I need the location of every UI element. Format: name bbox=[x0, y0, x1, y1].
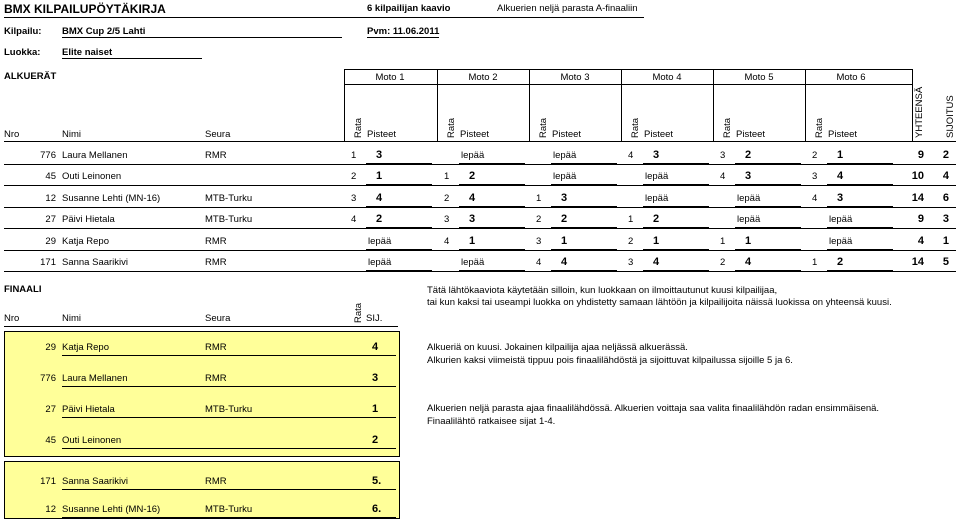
col-rata-header: Rata bbox=[538, 117, 549, 138]
rider-name: Laura Mellanen bbox=[62, 150, 128, 161]
moto-gate: 3 bbox=[536, 236, 542, 247]
rider-club: MTB-Turku bbox=[205, 214, 253, 225]
rider-name: Outi Leinonen bbox=[62, 171, 122, 182]
moto-gate: 3 bbox=[812, 171, 818, 182]
note-line-5: Alkuerien neljä parasta ajaa finaalilähdössä. Alkuerien voittaja saa valita finaalilähdön radan ensimmäisenä. bbox=[427, 403, 880, 414]
rider-club: RMR bbox=[205, 257, 227, 268]
placement: 3 bbox=[942, 213, 949, 225]
moto-gate: 4 bbox=[536, 257, 542, 268]
moto-points: 3 bbox=[745, 170, 752, 182]
moto-gate: 1 bbox=[720, 236, 726, 247]
final-placement: 1 bbox=[372, 403, 379, 415]
moto-gate: 1 bbox=[444, 171, 450, 182]
total-points: 14 bbox=[911, 256, 924, 268]
col-pisteet-header: Pisteet bbox=[644, 129, 674, 140]
luokka-label: Luokka: bbox=[4, 47, 41, 58]
moto-points: 1 bbox=[561, 235, 568, 247]
moto-gate: 4 bbox=[812, 193, 818, 204]
moto-separator bbox=[713, 69, 714, 141]
final-col-seura: Seura bbox=[205, 313, 231, 324]
moto-points: 1 bbox=[376, 170, 383, 182]
final-rider-club: RMR bbox=[205, 342, 227, 353]
final-header-line bbox=[4, 326, 398, 327]
total-points: 9 bbox=[917, 149, 924, 161]
moto-points: 1 bbox=[653, 235, 660, 247]
luokka-value: Elite naiset bbox=[62, 47, 202, 59]
row-divider bbox=[4, 271, 956, 272]
moto-rest: lepää bbox=[553, 171, 577, 182]
moto-points: 4 bbox=[745, 256, 752, 268]
row-divider bbox=[4, 185, 956, 186]
moto-rest: lepää bbox=[461, 150, 485, 161]
final-rider-number: 45 bbox=[45, 435, 56, 446]
total-points: 9 bbox=[917, 213, 924, 225]
moto-rest: lepää bbox=[368, 236, 392, 247]
moto-gate: 2 bbox=[628, 236, 634, 247]
moto-separator bbox=[344, 69, 345, 141]
col-pisteet-header: Pisteet bbox=[552, 129, 582, 140]
moto-label: Moto 1 bbox=[375, 72, 405, 83]
kilpailu-value: BMX Cup 2/5 Lahti bbox=[62, 26, 342, 38]
rider-number: 27 bbox=[45, 214, 56, 225]
moto-gate: 2 bbox=[351, 171, 357, 182]
final-rider-name: Päivi Hietala bbox=[62, 404, 115, 415]
rider-name: Sanna Saarikivi bbox=[62, 257, 129, 268]
rider-number: 45 bbox=[45, 171, 56, 182]
final-rider-number: 776 bbox=[40, 373, 56, 384]
final-rider-number: 12 bbox=[45, 504, 56, 515]
moto-points: 3 bbox=[653, 149, 660, 161]
moto-gate: 3 bbox=[351, 193, 357, 204]
row-divider bbox=[4, 164, 956, 165]
final-rider-club: RMR bbox=[205, 476, 227, 487]
col-pisteet-header: Pisteet bbox=[367, 129, 397, 140]
col-sijoitus-header: SIJOITUS bbox=[945, 95, 956, 138]
rider-club: MTB-Turku bbox=[205, 193, 253, 204]
moto-gate: 3 bbox=[720, 150, 726, 161]
moto-rest: lepää bbox=[829, 236, 853, 247]
final-row-line bbox=[62, 417, 396, 418]
col-pisteet-header: Pisteet bbox=[828, 129, 858, 140]
moto-gate: 1 bbox=[812, 257, 818, 268]
document-subtitle: 6 kilpailijan kaavio bbox=[367, 3, 451, 14]
placement: 5 bbox=[942, 256, 949, 268]
final-placement: 3 bbox=[372, 372, 379, 384]
moto-points: 3 bbox=[837, 192, 844, 204]
moto-gate: 4 bbox=[351, 214, 357, 225]
moto-points: 2 bbox=[469, 170, 476, 182]
moto-rest: lepää bbox=[645, 193, 669, 204]
total-points: 14 bbox=[911, 192, 924, 204]
moto-rest: lepää bbox=[737, 214, 761, 225]
moto-gate: 4 bbox=[444, 236, 450, 247]
total-points: 10 bbox=[911, 170, 924, 182]
moto-rest: lepää bbox=[553, 150, 577, 161]
final-row-line bbox=[62, 448, 396, 449]
row-divider bbox=[4, 250, 956, 251]
header-divider bbox=[4, 17, 644, 18]
header-note: Alkuerien neljä parasta A-finaaliin bbox=[497, 3, 638, 14]
col-rata-header: Rata bbox=[630, 117, 641, 138]
moto-points: 1 bbox=[837, 149, 844, 161]
final-rider-name: Katja Repo bbox=[62, 342, 110, 353]
moto-gate: 4 bbox=[720, 171, 726, 182]
kilpailu-label: Kilpailu: bbox=[4, 26, 42, 37]
final-rider-name: Susanne Lehti (MN-16) bbox=[62, 504, 161, 515]
moto-label: Moto 6 bbox=[836, 72, 866, 83]
moto-label: Moto 5 bbox=[744, 72, 774, 83]
final-rider-club: RMR bbox=[205, 373, 227, 384]
note-line-2: tai kun kaksi tai useampi luokka on yhdistetty samaan lähtöön ja kilpailijoita näissä luokissa on yhteensä kuusi. bbox=[427, 297, 892, 308]
col-rata-header: Rata bbox=[722, 117, 733, 138]
moto-points: 2 bbox=[745, 149, 752, 161]
rider-club: RMR bbox=[205, 236, 227, 247]
final-col-rata: Rata bbox=[353, 302, 364, 323]
final-col-sij: SIJ. bbox=[366, 313, 383, 324]
col-rata-header: Rata bbox=[814, 117, 825, 138]
row-divider bbox=[4, 228, 956, 229]
moto-points: 3 bbox=[376, 149, 383, 161]
final-row-line bbox=[62, 489, 396, 490]
moto-points: 1 bbox=[745, 235, 752, 247]
heats-section-label: ALKUERÄT bbox=[4, 71, 57, 82]
col-rata-header: Rata bbox=[353, 117, 364, 138]
moto-points: 1 bbox=[469, 235, 476, 247]
rider-name: Päivi Hietala bbox=[62, 214, 115, 225]
moto-gate: 2 bbox=[444, 193, 450, 204]
col-pisteet-header: Pisteet bbox=[736, 129, 766, 140]
rider-name: Katja Repo bbox=[62, 236, 110, 247]
col-yhteensa-header: YHTEENSÄ bbox=[914, 86, 925, 138]
moto-gate: 3 bbox=[444, 214, 450, 225]
moto-rest: lepää bbox=[368, 257, 392, 268]
final-col-nimi: Nimi bbox=[62, 313, 81, 324]
moto-label: Moto 4 bbox=[652, 72, 682, 83]
final-section-label: FINAALI bbox=[4, 284, 42, 295]
final-rider-club: MTB-Turku bbox=[205, 404, 253, 415]
moto-rest: lepää bbox=[461, 257, 485, 268]
col-rata-header: Rata bbox=[446, 117, 457, 138]
moto-points: 4 bbox=[837, 170, 844, 182]
moto-gate: 2 bbox=[720, 257, 726, 268]
final-row-line bbox=[62, 517, 396, 518]
placement: 1 bbox=[942, 235, 949, 247]
final-rider-name: Laura Mellanen bbox=[62, 373, 128, 384]
moto-rest: lepää bbox=[737, 193, 761, 204]
moto-gate: 3 bbox=[628, 257, 634, 268]
moto-label: Moto 2 bbox=[468, 72, 498, 83]
heats-header-bottom-line bbox=[4, 141, 956, 142]
col-seura-header: Seura bbox=[205, 129, 231, 140]
final-placement: 6. bbox=[372, 503, 382, 515]
final-rider-number: 27 bbox=[45, 404, 56, 415]
col-nimi-header: Nimi bbox=[62, 129, 81, 140]
moto-rest: lepää bbox=[645, 171, 669, 182]
placement: 4 bbox=[942, 170, 949, 182]
moto-separator bbox=[621, 69, 622, 141]
rider-number: 776 bbox=[40, 150, 56, 161]
col-pisteet-header: Pisteet bbox=[460, 129, 490, 140]
note-line-4: Alkurien kaksi viimeistä tippuu pois finaalilähdöstä ja sijoittuvat kilpailussa sijoille 5 ja 6. bbox=[427, 355, 793, 366]
moto-points: 2 bbox=[837, 256, 844, 268]
moto-separator bbox=[529, 69, 530, 141]
moto-points: 2 bbox=[376, 213, 383, 225]
rider-number: 171 bbox=[40, 257, 56, 268]
placement: 6 bbox=[942, 192, 949, 204]
moto-gate: 2 bbox=[536, 214, 542, 225]
moto-points: 2 bbox=[561, 213, 568, 225]
moto-points: 3 bbox=[561, 192, 568, 204]
final-rider-number: 29 bbox=[45, 342, 56, 353]
total-points: 4 bbox=[917, 235, 924, 247]
moto-gate: 1 bbox=[628, 214, 634, 225]
moto-gate: 4 bbox=[628, 150, 634, 161]
final-rider-name: Outi Leinonen bbox=[62, 435, 122, 446]
note-line-1: Tätä lähtökaaviota käytetään silloin, kun luokkaan on ilmoittautunut kuusi kilpailijaa, bbox=[427, 285, 778, 296]
final-rider-club: MTB-Turku bbox=[205, 504, 253, 515]
moto-points: 4 bbox=[469, 192, 476, 204]
final-rider-name: Sanna Saarikivi bbox=[62, 476, 129, 487]
moto-points: 4 bbox=[376, 192, 383, 204]
placement: 2 bbox=[942, 149, 949, 161]
final-col-nro: Nro bbox=[4, 313, 20, 324]
moto-gate: 1 bbox=[351, 150, 357, 161]
moto-label: Moto 3 bbox=[560, 72, 590, 83]
final-placement: 2 bbox=[372, 434, 379, 446]
final-row-line bbox=[62, 355, 396, 356]
moto-points: 2 bbox=[653, 213, 660, 225]
moto-rest: lepää bbox=[829, 214, 853, 225]
final-rider-number: 171 bbox=[40, 476, 56, 487]
moto-header-top-line bbox=[344, 69, 912, 70]
row-divider bbox=[4, 207, 956, 208]
moto-separator bbox=[912, 69, 913, 141]
date-value: Pvm: 11.06.2011 bbox=[367, 26, 440, 37]
moto-separator bbox=[437, 69, 438, 141]
rider-club: RMR bbox=[205, 150, 227, 161]
document-title: BMX KILPAILUPÖYTÄKIRJA bbox=[4, 2, 166, 16]
rider-name: Susanne Lehti (MN-16) bbox=[62, 193, 161, 204]
final-placement: 4 bbox=[372, 341, 379, 353]
moto-header-mid-line bbox=[344, 84, 912, 85]
rider-number: 12 bbox=[45, 193, 56, 204]
moto-points: 4 bbox=[561, 256, 568, 268]
final-placement: 5. bbox=[372, 475, 382, 487]
moto-gate: 2 bbox=[812, 150, 818, 161]
rider-number: 29 bbox=[45, 236, 56, 247]
moto-points: 4 bbox=[653, 256, 660, 268]
moto-gate: 1 bbox=[536, 193, 542, 204]
note-line-3: Alkueriä on kuusi. Jokainen kilpailija ajaa neljässä alkuerässä. bbox=[427, 342, 688, 353]
note-line-6: Finaalilähtö ratkaisee sijat 1-4. bbox=[427, 416, 556, 427]
moto-separator bbox=[805, 69, 806, 141]
moto-points: 3 bbox=[469, 213, 476, 225]
col-nro-header: Nro bbox=[4, 129, 20, 140]
final-row-line bbox=[62, 386, 396, 387]
